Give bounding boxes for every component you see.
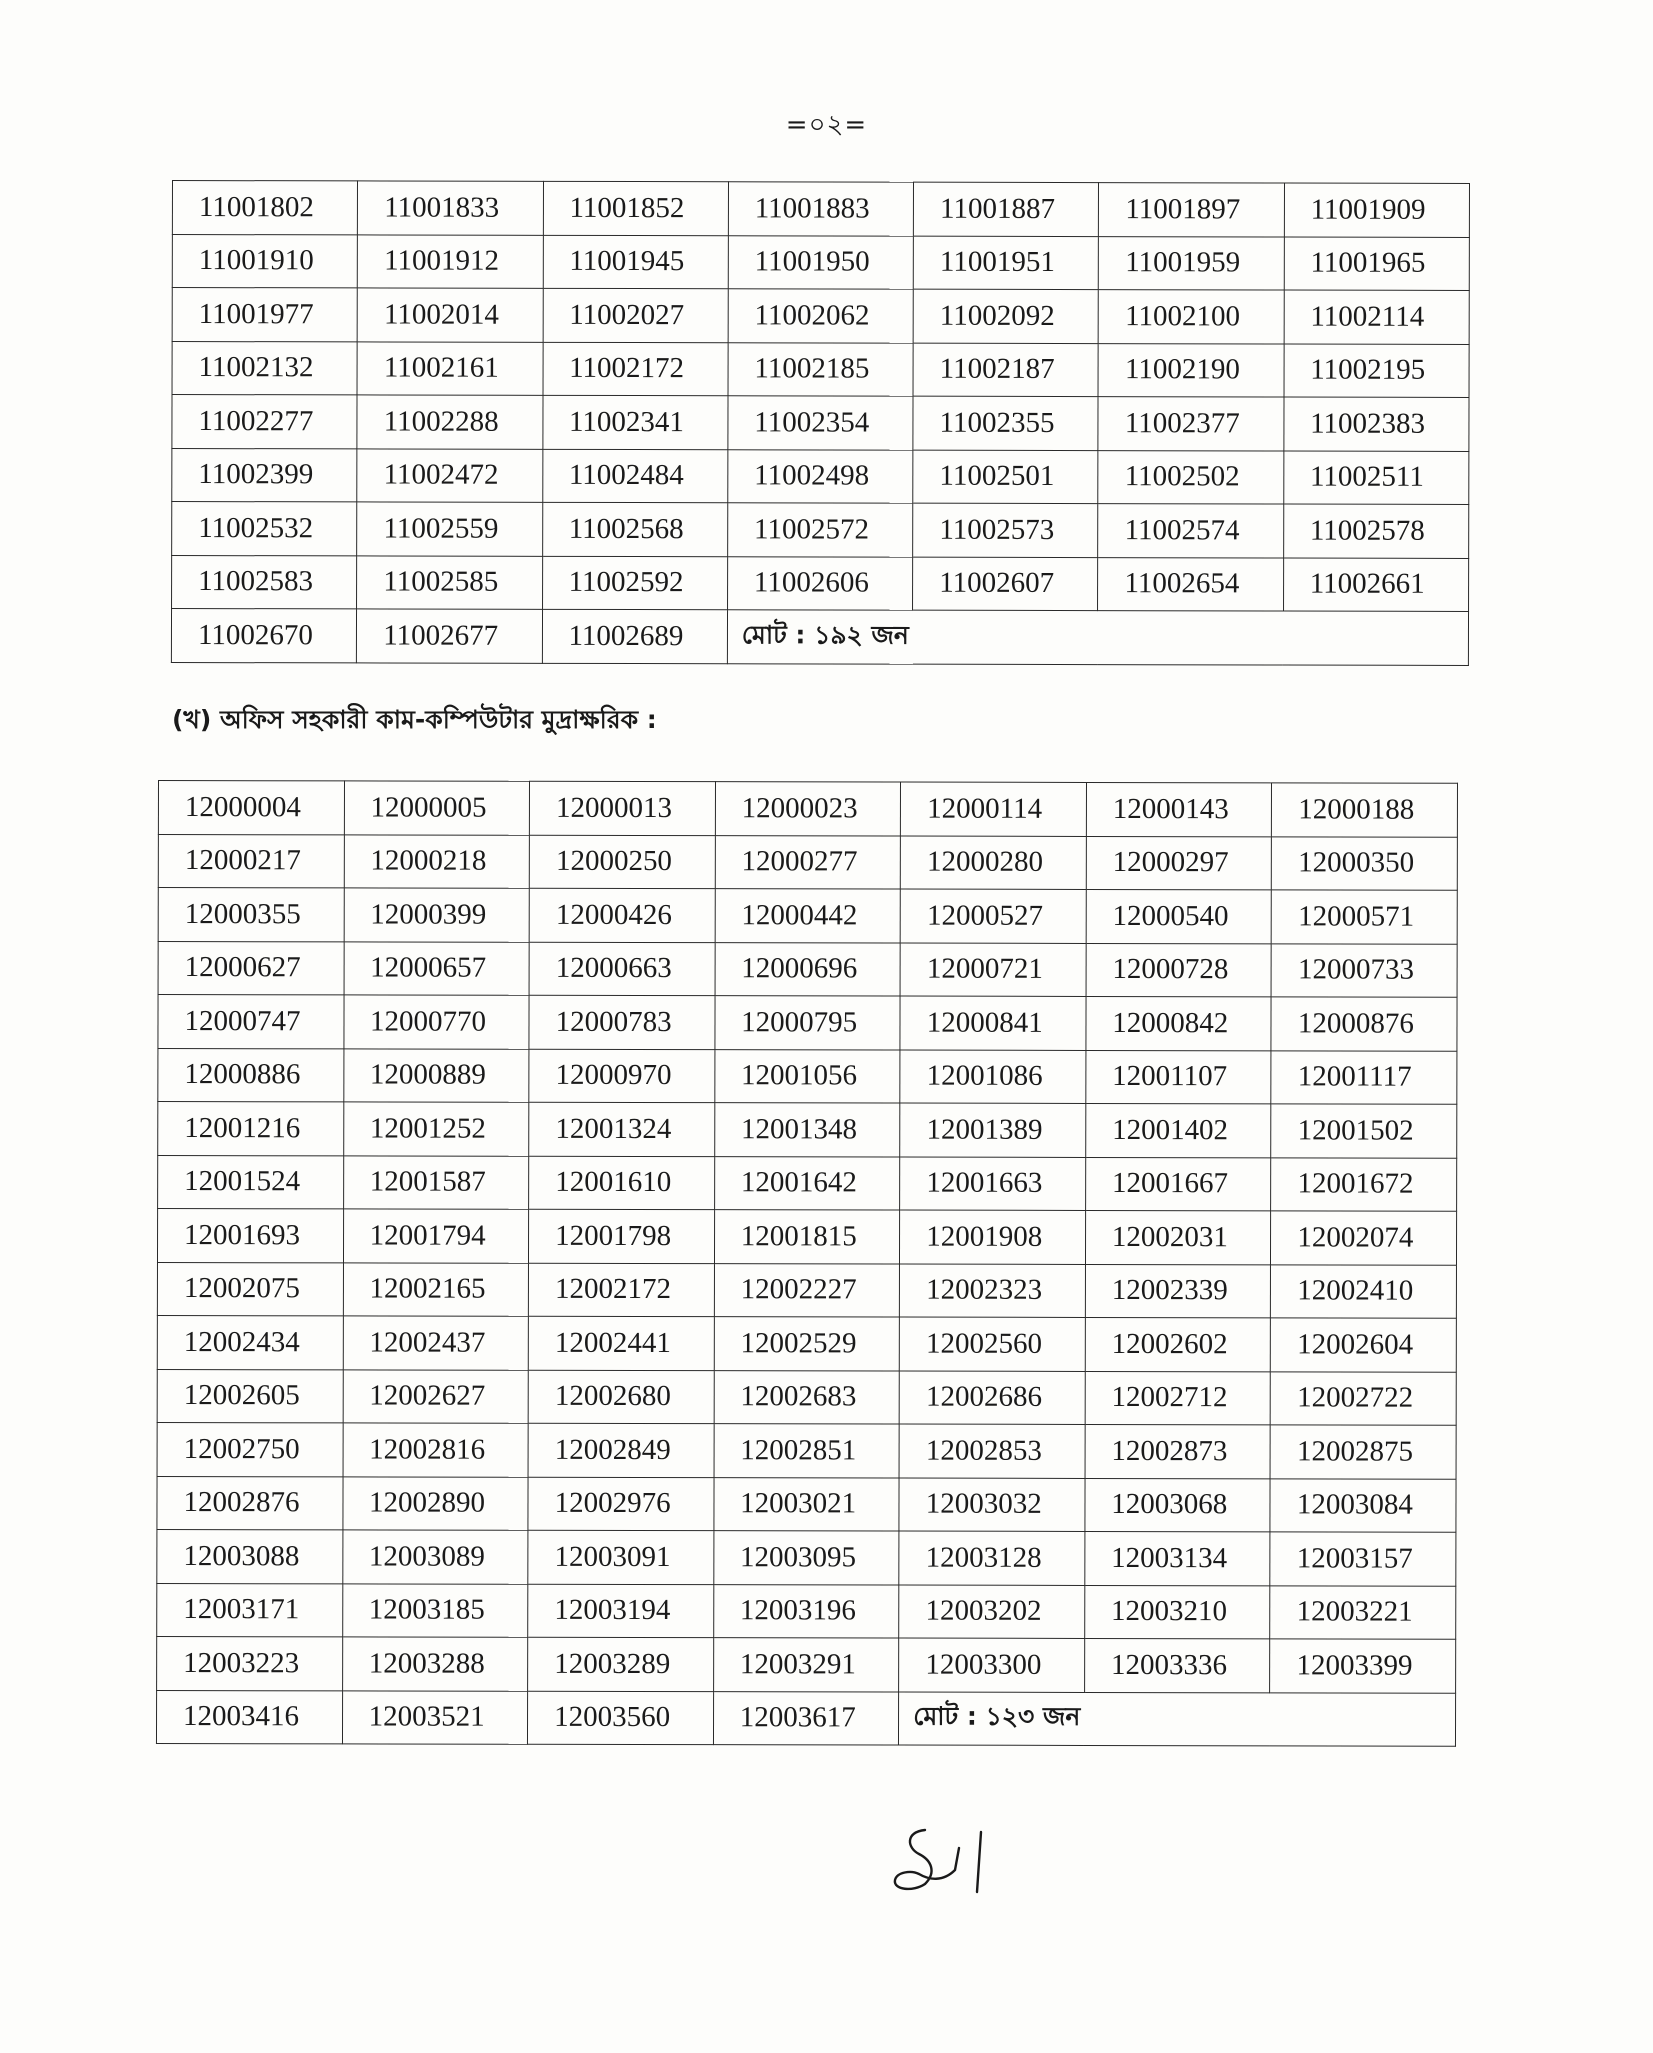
roll-number-cell: 12002172: [529, 1263, 715, 1317]
roll-number-cell: 12001908: [900, 1210, 1086, 1264]
table-row: [158, 941, 1457, 997]
table-row: [172, 395, 1469, 451]
roll-number-cell: 12001610: [529, 1156, 715, 1210]
roll-number-cell: 12000218: [344, 834, 530, 888]
section-b-heading: (খ) অফিস সহকারী কাম-কম্পিউটার মুদ্রাক্ষরিক :: [172, 705, 657, 734]
roll-number-cell: 12000277: [715, 835, 901, 889]
roll-number-cell: 12002602: [1085, 1317, 1271, 1371]
roll-number-cell: 12000571: [1272, 890, 1458, 944]
table-row: [172, 502, 1469, 558]
roll-number-cell: 12003223: [157, 1636, 343, 1690]
roll-number-cell: 12000770: [344, 995, 530, 1049]
table-row: [172, 341, 1469, 397]
roll-number-cell: 11001950: [728, 235, 913, 289]
roll-number-cell: 12003399: [1270, 1639, 1456, 1693]
roll-number-cell: 12002851: [714, 1424, 900, 1478]
roll-number-cell: 12002849: [528, 1423, 714, 1477]
roll-number-cell: 12000005: [344, 781, 530, 835]
roll-number-cell: 12000627: [158, 941, 344, 995]
roll-number-cell: 12003521: [342, 1690, 528, 1744]
table-row: [157, 1422, 1456, 1478]
roll-number-cell: 12001252: [343, 1102, 529, 1156]
roll-number-cell: 12000970: [529, 1049, 715, 1103]
roll-number-cell: 12000747: [158, 995, 344, 1049]
roll-number-cell: 12001056: [715, 1049, 901, 1103]
roll-number-cell: 12001693: [157, 1209, 343, 1263]
roll-number-cell: 11002132: [172, 341, 357, 395]
table-row: [157, 1209, 1456, 1265]
table-row: [172, 288, 1469, 344]
total-count: মোট : ১৯২ জন: [727, 610, 1468, 665]
roll-number-cell: 12001107: [1086, 1050, 1272, 1104]
roll-number-cell: 12003095: [714, 1531, 900, 1585]
roll-number-cell: 12003196: [713, 1584, 899, 1638]
roll-table-b: [156, 780, 1458, 1747]
roll-number-cell: 12003221: [1270, 1585, 1456, 1639]
roll-number-cell: 12000733: [1271, 943, 1457, 997]
roll-number-cell: 12000217: [158, 834, 344, 888]
roll-number-cell: 12000663: [529, 942, 715, 996]
roll-number-cell: 11002572: [727, 503, 912, 557]
roll-number-cell: 12000876: [1271, 997, 1457, 1051]
roll-number-cell: 12003021: [714, 1477, 900, 1531]
roll-number-cell: 12003134: [1085, 1531, 1271, 1585]
roll-number-cell: 12003617: [713, 1691, 899, 1745]
table-row: [157, 1369, 1456, 1425]
roll-number-cell: 11002677: [357, 609, 542, 663]
roll-number-cell: 12002873: [1085, 1424, 1271, 1478]
roll-number-cell: 12002680: [528, 1370, 714, 1424]
roll-number-cell: 12001815: [714, 1210, 900, 1264]
roll-number-cell: 11002654: [1098, 557, 1283, 611]
roll-number-cell: 12002722: [1271, 1371, 1457, 1425]
roll-number-cell: 11002277: [172, 395, 357, 449]
roll-number-cell: 12001402: [1086, 1103, 1272, 1157]
roll-number-cell: 11002100: [1099, 290, 1284, 344]
roll-number-cell: 11001945: [543, 235, 728, 289]
roll-number-cell: 12003300: [899, 1638, 1085, 1692]
roll-number-cell: 12002890: [342, 1476, 528, 1530]
roll-number-cell: 12000540: [1086, 889, 1272, 943]
roll-number-cell: 12000143: [1086, 782, 1272, 836]
roll-number-cell: 12002410: [1271, 1264, 1457, 1318]
roll-number-cell: 11001887: [914, 182, 1099, 236]
roll-number-cell: 11002592: [542, 556, 727, 610]
roll-number-cell: 12001216: [158, 1102, 344, 1156]
roll-number-cell: 12000841: [900, 996, 1086, 1050]
roll-number-cell: 11001833: [358, 181, 543, 235]
signature-mark: [885, 1820, 1005, 1900]
roll-number-cell: 11002092: [913, 289, 1098, 343]
roll-number-cell: 11002187: [913, 343, 1098, 397]
page-number: =০২=: [785, 110, 868, 140]
roll-number-cell: 12000280: [901, 836, 1087, 890]
roll-number-cell: 11001909: [1284, 183, 1469, 237]
roll-number-cell: 11002027: [543, 288, 728, 342]
table-row: [172, 555, 1469, 611]
roll-number-cell: 11002501: [913, 450, 1098, 504]
roll-number-cell: 11002355: [913, 396, 1098, 450]
roll-number-cell: 11001951: [913, 236, 1098, 290]
roll-number-cell: 12000355: [158, 888, 344, 942]
roll-number-cell: 12002750: [157, 1422, 343, 1476]
roll-number-cell: 12003210: [1085, 1585, 1271, 1639]
roll-number-cell: 12000783: [529, 995, 715, 1049]
roll-number-cell: 11002559: [357, 502, 542, 556]
roll-number-cell: 11002689: [542, 609, 727, 663]
table-row: [158, 1102, 1457, 1158]
roll-number-cell: 12002074: [1271, 1211, 1457, 1265]
table-row: [157, 1583, 1456, 1639]
roll-number-cell: 11001977: [172, 288, 357, 342]
roll-number-cell: 12003032: [899, 1478, 1085, 1532]
roll-number-cell: 12000886: [158, 1048, 344, 1102]
roll-number-cell: 12002339: [1085, 1264, 1271, 1318]
roll-number-cell: 11002574: [1098, 504, 1283, 558]
roll-number-cell: 12002604: [1271, 1318, 1457, 1372]
roll-number-cell: 12001667: [1085, 1157, 1271, 1211]
roll-number-cell: 11002585: [357, 555, 542, 609]
table-row: [157, 1315, 1456, 1371]
roll-number-cell: 12002853: [899, 1424, 1085, 1478]
roll-number-cell: 12003416: [156, 1690, 342, 1744]
roll-number-cell: 12001794: [343, 1209, 529, 1263]
roll-number-cell: 11002606: [727, 556, 912, 610]
roll-number-cell: 11002195: [1284, 344, 1469, 398]
roll-number-cell: 12002686: [899, 1371, 1085, 1425]
roll-number-cell: 12002227: [714, 1263, 900, 1317]
roll-number-cell: 12002876: [157, 1476, 343, 1530]
roll-number-cell: 12001389: [900, 1103, 1086, 1157]
table-row: [157, 1529, 1456, 1585]
roll-number-cell: 12000728: [1086, 943, 1272, 997]
roll-number-cell: 12000889: [343, 1048, 529, 1102]
roll-number-cell: 12001086: [900, 1050, 1086, 1104]
roll-number-cell: 12003202: [899, 1585, 1085, 1639]
roll-number-cell: 11002502: [1098, 450, 1283, 504]
roll-number-cell: 12001663: [900, 1157, 1086, 1211]
roll-number-cell: 11002511: [1283, 451, 1468, 505]
table-row: [158, 834, 1457, 890]
roll-number-cell: 12001502: [1271, 1104, 1457, 1158]
roll-number-cell: 12002323: [900, 1264, 1086, 1318]
table-row: [158, 781, 1457, 837]
roll-number-cell: 12003185: [342, 1583, 528, 1637]
roll-number-cell: 12002976: [528, 1477, 714, 1531]
roll-number-cell: 11002114: [1284, 290, 1469, 344]
roll-number-cell: 11002062: [728, 289, 913, 343]
roll-number-cell: 11002498: [728, 449, 913, 503]
roll-number-cell: 11002670: [171, 609, 356, 663]
roll-number-cell: 12001324: [529, 1102, 715, 1156]
roll-number-cell: 12000442: [715, 889, 901, 943]
roll-number-cell: 12000399: [344, 888, 530, 942]
table-row-last: [171, 609, 1468, 665]
roll-number-cell: 12002683: [714, 1370, 900, 1424]
roll-number-cell: 12003157: [1270, 1532, 1456, 1586]
table-row: [157, 1262, 1456, 1318]
roll-number-cell: 12002441: [528, 1316, 714, 1370]
roll-number-cell: 12002560: [900, 1317, 1086, 1371]
roll-number-cell: 11002607: [913, 557, 1098, 611]
table-row-last: [156, 1690, 1455, 1746]
roll-number-cell: 12000426: [529, 888, 715, 942]
roll-number-cell: 12000795: [715, 996, 901, 1050]
roll-number-cell: 11002578: [1283, 504, 1468, 558]
roll-number-cell: 11002014: [357, 288, 542, 342]
roll-number-cell: 12000696: [715, 942, 901, 996]
roll-number-cell: 11001965: [1284, 237, 1469, 291]
roll-number-cell: 12002434: [157, 1315, 343, 1369]
roll-number-cell: 12000657: [344, 941, 530, 995]
roll-number-cell: 12001524: [158, 1155, 344, 1209]
roll-number-cell: 11002190: [1098, 343, 1283, 397]
roll-number-cell: 12003560: [528, 1691, 714, 1745]
roll-number-cell: 12000013: [530, 781, 716, 835]
roll-number-cell: 12002165: [343, 1262, 529, 1316]
roll-number-cell: 11002383: [1284, 397, 1469, 451]
roll-number-cell: 11001802: [172, 181, 357, 235]
roll-number-cell: 11001959: [1099, 236, 1284, 290]
roll-number-cell: 12000842: [1086, 996, 1272, 1050]
roll-number-cell: 11002377: [1098, 397, 1283, 451]
roll-number-cell: 11002172: [543, 342, 728, 396]
roll-number-cell: 12003336: [1084, 1638, 1270, 1692]
table-row: [157, 1636, 1456, 1692]
roll-number-cell: 11002484: [542, 449, 727, 503]
roll-number-cell: 12000188: [1272, 783, 1458, 837]
table-row: [158, 888, 1457, 944]
roll-number-cell: 11002341: [542, 395, 727, 449]
roll-number-cell: 12001348: [714, 1103, 900, 1157]
roll-number-cell: 12000250: [529, 835, 715, 889]
roll-number-cell: 12001672: [1271, 1157, 1457, 1211]
roll-number-cell: 12000350: [1272, 836, 1458, 890]
roll-number-cell: 12000004: [158, 781, 344, 835]
roll-number-cell: 12003171: [157, 1583, 343, 1637]
roll-number-cell: 12000023: [715, 782, 901, 836]
roll-number-cell: 12002816: [343, 1423, 529, 1477]
table-row: [172, 448, 1469, 504]
roll-number-cell: 12003291: [713, 1638, 899, 1692]
roll-number-cell: 11001912: [358, 234, 543, 288]
roll-number-cell: 11002399: [172, 448, 357, 502]
roll-number-cell: 12001798: [529, 1209, 715, 1263]
roll-number-cell: 12003084: [1270, 1478, 1456, 1532]
roll-number-cell: 11002568: [542, 502, 727, 556]
roll-number-cell: 12003091: [528, 1530, 714, 1584]
roll-number-cell: 12002075: [157, 1262, 343, 1316]
table-row: [158, 995, 1457, 1051]
roll-number-cell: 12002875: [1270, 1425, 1456, 1479]
roll-number-cell: 12003289: [528, 1637, 714, 1691]
total-count: মোট : ১২৩ জন: [899, 1692, 1456, 1747]
roll-number-cell: 12003194: [528, 1584, 714, 1638]
roll-number-cell: 12003068: [1085, 1478, 1271, 1532]
roll-number-cell: 11001852: [543, 181, 728, 235]
roll-number-cell: 12001642: [714, 1156, 900, 1210]
roll-table-a: [171, 180, 1470, 665]
roll-number-cell: 11001883: [728, 182, 913, 236]
table-row: [158, 1155, 1457, 1211]
roll-number-cell: 11002661: [1283, 558, 1468, 612]
table-row: [172, 234, 1469, 290]
roll-number-cell: 11002583: [172, 555, 357, 609]
roll-number-cell: 12000721: [900, 943, 1086, 997]
roll-number-cell: 11001897: [1099, 183, 1284, 237]
table-row: [157, 1476, 1456, 1532]
roll-number-cell: 12001587: [343, 1155, 529, 1209]
roll-number-cell: 11002354: [728, 396, 913, 450]
roll-number-cell: 11002472: [357, 448, 542, 502]
roll-number-cell: 12003288: [342, 1637, 528, 1691]
roll-number-cell: 11002185: [728, 342, 913, 396]
roll-number-cell: 12000297: [1086, 836, 1272, 890]
roll-number-cell: 12002437: [343, 1316, 529, 1370]
roll-number-cell: 11001910: [172, 234, 357, 288]
roll-number-cell: 12003089: [342, 1530, 528, 1584]
roll-number-cell: 12002605: [157, 1369, 343, 1423]
roll-number-cell: 11002161: [357, 341, 542, 395]
roll-number-cell: 11002288: [357, 395, 542, 449]
roll-number-cell: 12002712: [1085, 1371, 1271, 1425]
roll-number-cell: 12000114: [901, 782, 1087, 836]
roll-number-cell: 12003128: [899, 1531, 1085, 1585]
roll-number-cell: 12002529: [714, 1317, 900, 1371]
roll-number-cell: 11002532: [172, 502, 357, 556]
roll-number-cell: 11002573: [913, 503, 1098, 557]
roll-number-cell: 12000527: [900, 889, 1086, 943]
roll-number-cell: 12003088: [157, 1529, 343, 1583]
roll-number-cell: 12001117: [1271, 1050, 1457, 1104]
table-row: [158, 1048, 1457, 1104]
roll-number-cell: 12002627: [343, 1369, 529, 1423]
table-row: [172, 181, 1469, 237]
roll-number-cell: 12002031: [1085, 1210, 1271, 1264]
